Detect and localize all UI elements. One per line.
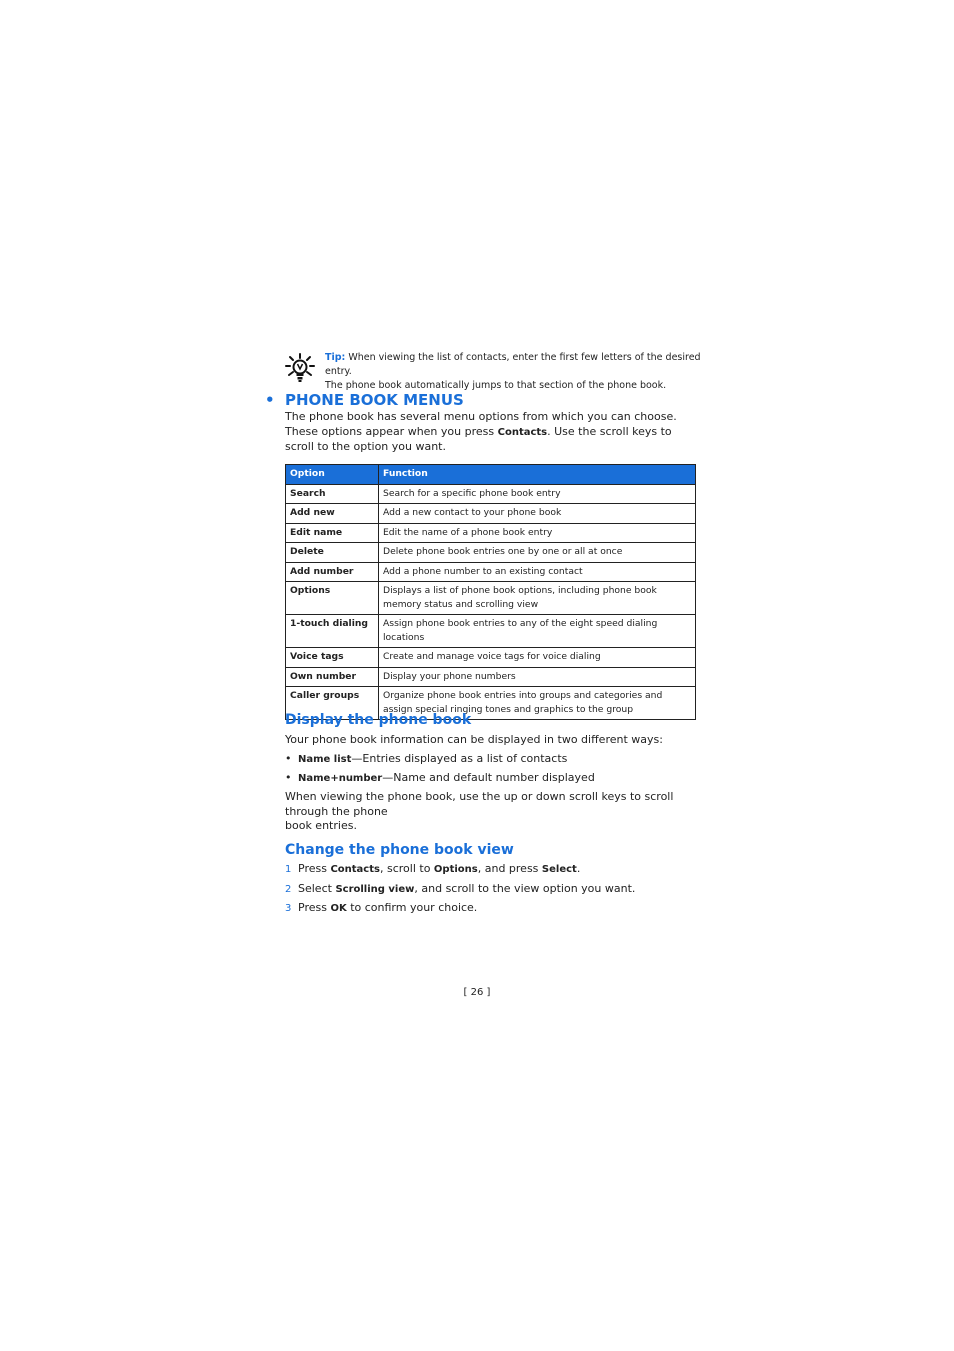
table-row xyxy=(286,504,696,524)
scrolling-view-label: Scrolling view xyxy=(335,884,415,895)
change-view-title: Change the phone book view xyxy=(285,842,514,858)
section-title-text: PHONE BOOK MENUS xyxy=(285,391,464,409)
option-cell: Voice tags xyxy=(286,648,379,668)
step-text: , and scroll to the view option you want. xyxy=(414,882,636,895)
option-cell: Own number xyxy=(286,667,379,687)
name-list-desc: —Entries displayed as a list of contacts xyxy=(351,752,568,765)
step-2 xyxy=(285,882,635,897)
step-text: Press xyxy=(298,862,331,875)
table-row xyxy=(286,648,696,668)
display-intro: Your phone book information can be displayed in two different ways: xyxy=(285,733,663,746)
function-cell: Add a phone number to an existing contact xyxy=(379,562,696,582)
section-title xyxy=(265,391,464,409)
option-cell: Add new xyxy=(286,504,379,524)
list-item xyxy=(285,771,595,786)
step-text: Select xyxy=(298,882,336,895)
para-line-2: book entries. xyxy=(285,819,357,832)
step-text: . xyxy=(576,862,581,875)
step-text: , and press xyxy=(477,862,542,875)
step-1 xyxy=(285,862,580,877)
bullet-dot: • xyxy=(285,752,292,765)
function-cell: Displays a list of phone book options, including phone book memory status and scrolling view xyxy=(379,582,696,615)
step-text: Press xyxy=(298,901,331,914)
tip-text xyxy=(325,351,705,393)
function-cell: Display your phone numbers xyxy=(379,667,696,687)
intro-text-b: . Use the scroll keys to scroll to the option you want. xyxy=(285,424,672,453)
function-cell: Delete phone book entries one by one or all at once xyxy=(379,543,696,563)
display-phone-book-title: Display the phone book xyxy=(285,712,472,728)
tip-label: Tip: xyxy=(325,352,346,363)
list-item xyxy=(285,752,567,767)
header-option: Option xyxy=(286,465,379,485)
step-number: 1 xyxy=(285,864,292,875)
intro-text-a: The phone book has several menu options from which you can choose. These options appear when you press xyxy=(285,410,677,438)
step-text: , scroll to xyxy=(379,862,434,875)
contacts-key-label: Contacts xyxy=(497,426,548,438)
option-cell: Add number xyxy=(286,562,379,582)
ok-key-label: OK xyxy=(330,903,347,914)
phone-book-options-table xyxy=(285,464,696,720)
option-cell: 1-touch dialing xyxy=(286,615,379,648)
function-cell: Organize phone book entries into groups and categories and assign special ringing tones and graphics to the group xyxy=(379,687,696,720)
contacts-key-label: Contacts xyxy=(330,864,380,875)
table-header-row xyxy=(286,465,696,485)
tip-line-1: When viewing the list of contacts, enter the first few letters of the desired entry. xyxy=(325,352,701,377)
bullet-dot: • xyxy=(285,771,292,784)
option-cell: Edit name xyxy=(286,523,379,543)
table-row xyxy=(286,615,696,648)
table-row xyxy=(286,484,696,504)
step-3 xyxy=(285,901,477,916)
table-row xyxy=(286,562,696,582)
name-list-label: Name list xyxy=(298,754,352,765)
function-cell: Assign phone book entries to any of the eight speed dialing locations xyxy=(379,615,696,648)
step-text: to confirm your choice. xyxy=(346,901,478,914)
function-cell: Search for a specific phone book entry xyxy=(379,484,696,504)
function-cell: Edit the name of a phone book entry xyxy=(379,523,696,543)
function-cell: Create and manage voice tags for voice dialing xyxy=(379,648,696,668)
table-row xyxy=(286,543,696,563)
table-row xyxy=(286,667,696,687)
header-function: Function xyxy=(379,465,696,485)
option-cell: Caller groups xyxy=(286,687,379,720)
function-cell: Add a new contact to your phone book xyxy=(379,504,696,524)
section-intro xyxy=(285,410,700,455)
option-cell: Delete xyxy=(286,543,379,563)
page-number: [ 26 ] xyxy=(463,987,491,998)
step-number: 2 xyxy=(285,884,292,895)
table-row xyxy=(286,582,696,615)
section-bullet: • xyxy=(265,391,275,409)
display-scroll-paragraph xyxy=(285,790,700,834)
name-number-desc: —Name and default number displayed xyxy=(382,771,595,784)
option-cell: Search xyxy=(286,484,379,504)
lightbulb-tip-icon xyxy=(285,353,315,383)
table-row xyxy=(286,523,696,543)
step-number: 3 xyxy=(285,903,292,914)
options-key-label: Options xyxy=(433,864,478,875)
name-number-label: Name+number xyxy=(298,773,383,784)
tip-line-2: The phone book automatically jumps to that section of the phone book. xyxy=(325,380,667,391)
para-line-1: When viewing the phone book, use the up or down scroll keys to scroll through the phone xyxy=(285,790,674,818)
select-key-label: Select xyxy=(541,864,577,875)
option-cell: Options xyxy=(286,582,379,615)
